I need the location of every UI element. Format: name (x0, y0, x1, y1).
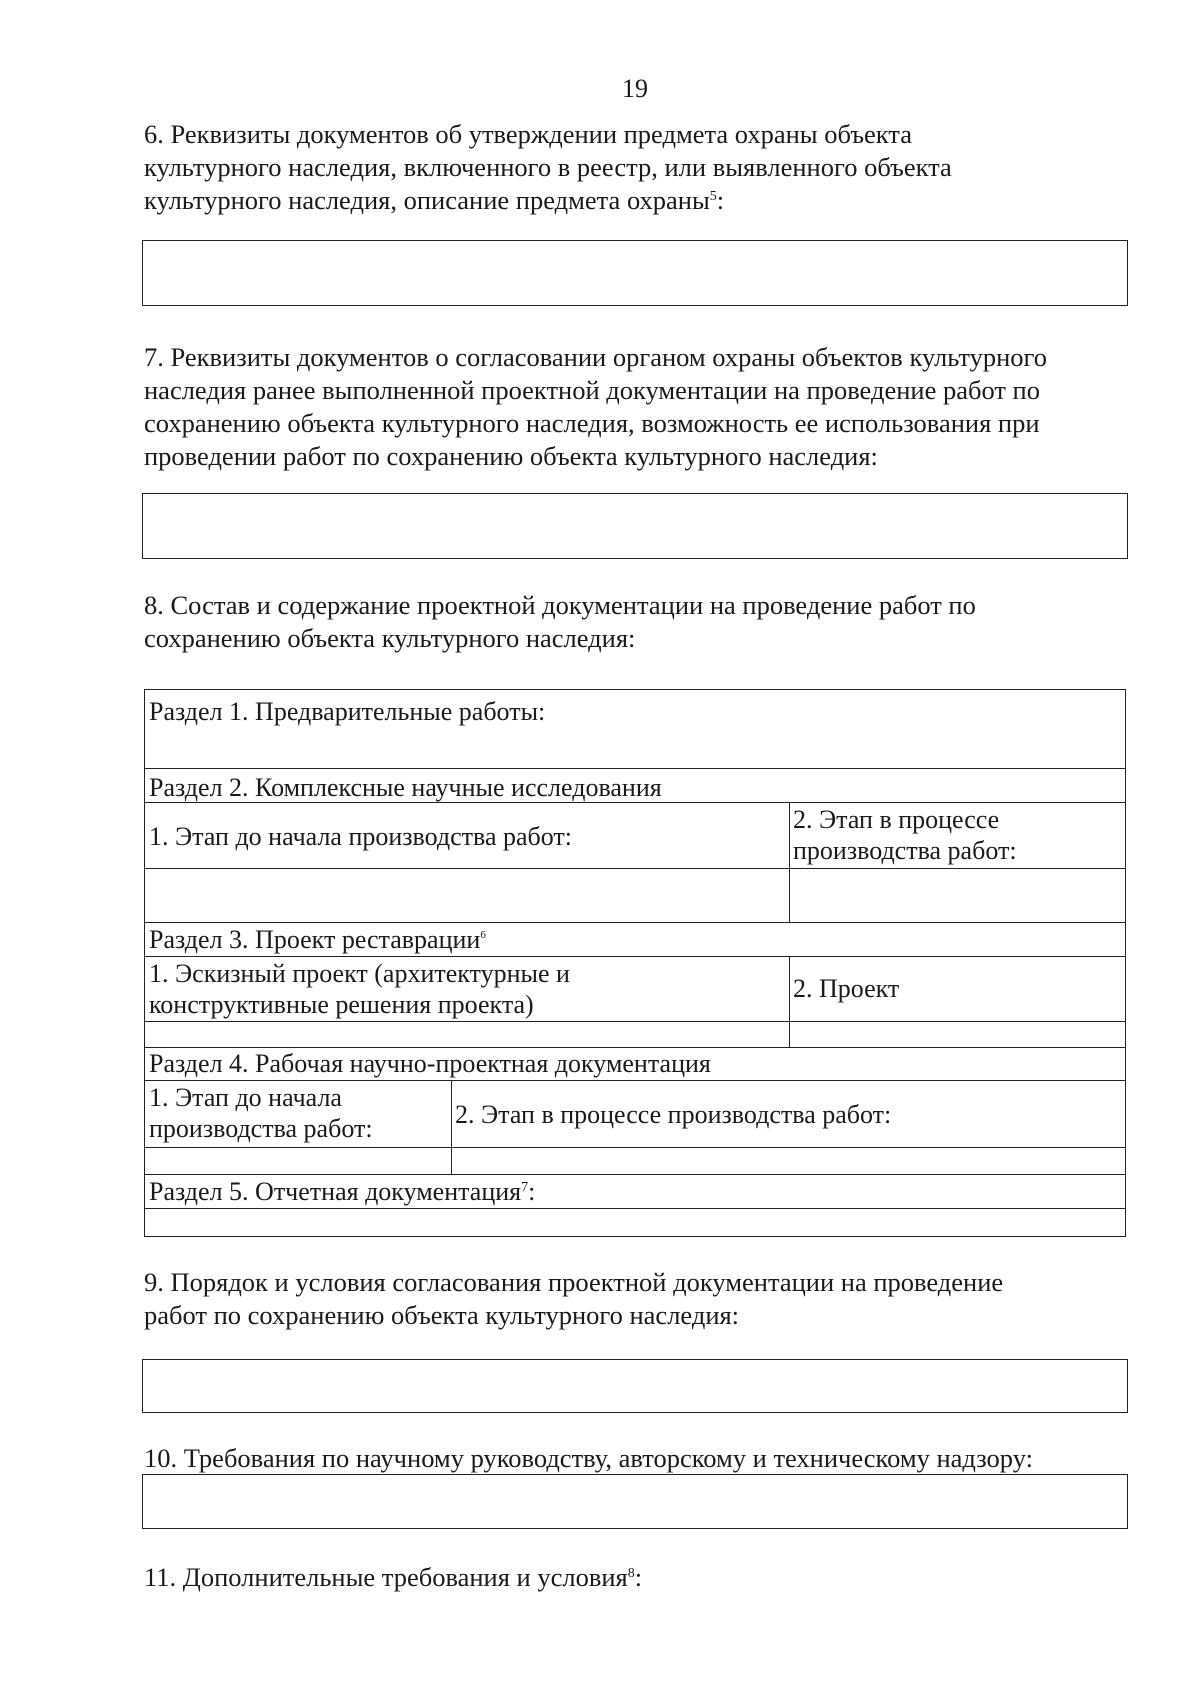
part-3-project-cell[interactable] (792, 1023, 1122, 1045)
section-8-line: сохранению объекта культурного наследия: (144, 623, 636, 653)
part-3-sketch-cell[interactable] (147, 1023, 787, 1045)
section-11-line: 11. Дополнительные требования и условия$^8$: (144, 1562, 643, 1592)
part-3-sketch-label: 1. Эскизный проект (архитектурные и конструктивные решения проекта) (149, 959, 570, 1019)
section-9-line: работ по сохранению объекта культурного наследия: (144, 1300, 740, 1330)
section-8-text (144, 589, 1144, 655)
section-7-input-box[interactable] (142, 493, 1128, 559)
section-6-line: культурного наследия, описание предмета охраны$^5$: (144, 185, 725, 215)
part-3-label: Раздел 3. Проект реставрации$^6$ (149, 925, 486, 954)
part-2-label: Раздел 2. Комплексные научные исследования (149, 773, 662, 802)
part-2-stage-2-cell[interactable] (792, 871, 1122, 920)
section-10-text (144, 1442, 1144, 1475)
footnote-ref[interactable]: 6 (480, 929, 486, 941)
section-9-text (144, 1266, 1144, 1332)
part-4-label: Раздел 4. Рабочая научно-проектная документация (149, 1049, 711, 1078)
part-4-stage-2-label: 2. Этап в процессе производства работ: (455, 1100, 892, 1129)
section-7-line: 7. Реквизиты документов о согласовании органом охраны объектов культурного (144, 342, 1047, 372)
section-9-line: 9. Порядок и условия согласования проектной документации на проведение (144, 1267, 1004, 1297)
part-1-label: Раздел 1. Предварительные работы: (149, 697, 546, 726)
page-number: 19 (622, 74, 648, 103)
part-4-stage-1-label: 1. Этап до начала производства работ: (149, 1083, 373, 1143)
part-2-stage-2-label: 2. Этап в процессе производства работ: (793, 805, 1017, 865)
section-10-line: 10. Требования по научному руководству, авторскому и техническому надзору: (144, 1443, 1033, 1473)
part-2-stage-1-cell[interactable] (147, 871, 787, 920)
section-9-input-box[interactable] (142, 1359, 1128, 1413)
part-4-stage-1-cell[interactable] (147, 1149, 449, 1172)
section-6-line: культурного наследия, включенного в реестр, или выявленного объекта (144, 152, 952, 182)
section-6-input-box[interactable] (142, 240, 1128, 306)
section-8-line: 8. Состав и содержание проектной документации на проведение работ по (144, 590, 976, 620)
section-7-line: наследия ранее выполненной проектной документации на проведение работ по (144, 375, 1040, 405)
footnote-ref[interactable]: 8 (627, 1566, 635, 1581)
documentation-structure-table (144, 689, 1126, 1237)
section-7-line: проведении работ по сохранению объекта культурного наследия: (144, 441, 878, 471)
section-7-line: сохранению объекта культурного наследия, возможность ее использования при (144, 408, 1040, 438)
part-2-stage-1-label: 1. Этап до начала производства работ: (149, 822, 573, 851)
section-11-text (144, 1561, 1144, 1594)
part-5-content-cell[interactable] (147, 1210, 1122, 1234)
section-7-text (144, 341, 1144, 473)
part-5-label: Раздел 5. Отчетная документация$^7$: (149, 1177, 536, 1206)
part-3-project-label: 2. Проект (793, 974, 900, 1003)
section-6-text (144, 118, 1144, 217)
footnote-ref[interactable]: 5 (709, 189, 717, 204)
part-4-stage-2-cell[interactable] (454, 1149, 1122, 1172)
footnote-ref[interactable]: 7 (521, 1180, 529, 1195)
section-6-line: 6. Реквизиты документов об утверждении предмета охраны объекта (144, 119, 912, 149)
section-10-input-box[interactable] (142, 1474, 1128, 1529)
